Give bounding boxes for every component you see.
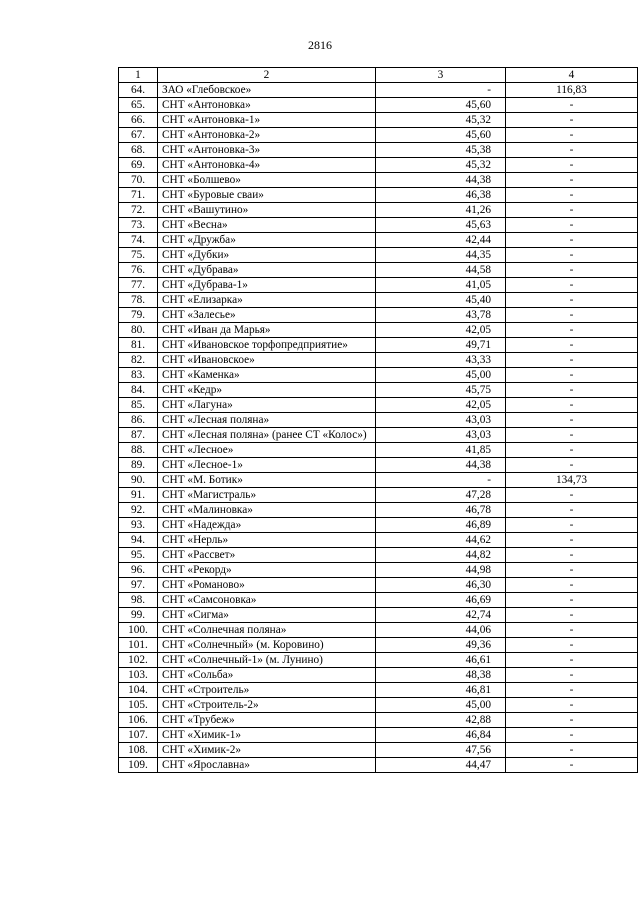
value-col-4: - (506, 143, 638, 158)
organization-name: СНТ «М. Ботик» (158, 473, 376, 488)
value-col-4: - (506, 743, 638, 758)
row-number: 96. (119, 563, 158, 578)
organization-name: СНТ «Дубрава» (158, 263, 376, 278)
row-number: 87. (119, 428, 158, 443)
table-row (119, 473, 638, 488)
value-col-4: - (506, 218, 638, 233)
data-table (118, 67, 638, 773)
organization-name: СНТ «Магистраль» (158, 488, 376, 503)
value-col-4: - (506, 368, 638, 383)
row-number: 105. (119, 698, 158, 713)
table-row (119, 593, 638, 608)
value-col-4: - (506, 668, 638, 683)
value-col-4: - (506, 593, 638, 608)
value-col-4: - (506, 188, 638, 203)
row-number: 107. (119, 728, 158, 743)
table-row (119, 188, 638, 203)
value-col-4: - (506, 203, 638, 218)
organization-name: СНТ «Вашутино» (158, 203, 376, 218)
table-row (119, 623, 638, 638)
value-col-4: - (506, 713, 638, 728)
row-number: 91. (119, 488, 158, 503)
value-col-3: 42,74 (376, 608, 506, 623)
organization-name: СНТ «Дубрава-1» (158, 278, 376, 293)
table-row (119, 158, 638, 173)
header-cell-2: 2 (158, 68, 376, 83)
value-col-3: 43,33 (376, 353, 506, 368)
table-row (119, 173, 638, 188)
table-row (119, 218, 638, 233)
organization-name: СНТ «Нерль» (158, 533, 376, 548)
organization-name: СНТ «Химик-2» (158, 743, 376, 758)
organization-name: СНТ «Малиновка» (158, 503, 376, 518)
value-col-4: - (506, 383, 638, 398)
value-col-4: 116,83 (506, 83, 638, 98)
value-col-4: - (506, 698, 638, 713)
table-row (119, 728, 638, 743)
organization-name: СНТ «Дубки» (158, 248, 376, 263)
organization-name: СНТ «Дружба» (158, 233, 376, 248)
table-row (119, 413, 638, 428)
header-cell-3: 3 (376, 68, 506, 83)
value-col-3: 45,40 (376, 293, 506, 308)
organization-name: СНТ «Солнечный» (м. Коровино) (158, 638, 376, 653)
value-col-3: 44,47 (376, 758, 506, 773)
table-row (119, 248, 638, 263)
value-col-4: - (506, 533, 638, 548)
organization-name: СНТ «Антоновка-1» (158, 113, 376, 128)
value-col-4: - (506, 323, 638, 338)
value-col-4: - (506, 263, 638, 278)
organization-name: СНТ «Буровые сваи» (158, 188, 376, 203)
table-row (119, 713, 638, 728)
table-row (119, 533, 638, 548)
table-row (119, 653, 638, 668)
table-row (119, 143, 638, 158)
value-col-3: 44,62 (376, 533, 506, 548)
row-number: 70. (119, 173, 158, 188)
value-col-3: 46,38 (376, 188, 506, 203)
row-number: 88. (119, 443, 158, 458)
organization-name: СНТ «Самсоновка» (158, 593, 376, 608)
value-col-3: 44,06 (376, 623, 506, 638)
row-number: 64. (119, 83, 158, 98)
organization-name: СНТ «Трубеж» (158, 713, 376, 728)
table-row (119, 113, 638, 128)
value-col-3: 46,61 (376, 653, 506, 668)
header-cell-1: 1 (119, 68, 158, 83)
row-number: 92. (119, 503, 158, 518)
value-col-3: 45,32 (376, 113, 506, 128)
table-header-row (119, 68, 638, 83)
organization-name: СНТ «Антоновка» (158, 98, 376, 113)
table-row (119, 548, 638, 563)
value-col-3: 45,00 (376, 698, 506, 713)
value-col-3: 44,82 (376, 548, 506, 563)
organization-name: СНТ «Строитель» (158, 683, 376, 698)
table-row (119, 428, 638, 443)
value-col-4: - (506, 398, 638, 413)
value-col-4: - (506, 338, 638, 353)
organization-name: СНТ «Лесная поляна» (ранее СТ «Колос») (158, 428, 376, 443)
value-col-3: 44,38 (376, 173, 506, 188)
value-col-4: - (506, 608, 638, 623)
value-col-3: 46,89 (376, 518, 506, 533)
value-col-3: 43,03 (376, 428, 506, 443)
row-number: 75. (119, 248, 158, 263)
organization-name: СНТ «Рассвет» (158, 548, 376, 563)
row-number: 84. (119, 383, 158, 398)
organization-name: СНТ «Весна» (158, 218, 376, 233)
value-col-4: - (506, 413, 638, 428)
organization-name: СНТ «Антоновка-3» (158, 143, 376, 158)
table-row (119, 203, 638, 218)
value-col-3: 44,58 (376, 263, 506, 278)
table-row (119, 668, 638, 683)
table-row (119, 353, 638, 368)
value-col-4: - (506, 293, 638, 308)
value-col-4: - (506, 683, 638, 698)
value-col-4: - (506, 758, 638, 773)
organization-name: СНТ «Сигма» (158, 608, 376, 623)
value-col-3: 48,38 (376, 668, 506, 683)
row-number: 73. (119, 218, 158, 233)
row-number: 76. (119, 263, 158, 278)
row-number: 69. (119, 158, 158, 173)
value-col-4: - (506, 638, 638, 653)
table-row (119, 323, 638, 338)
row-number: 89. (119, 458, 158, 473)
organization-name: СНТ «Химик-1» (158, 728, 376, 743)
value-col-4: - (506, 578, 638, 593)
organization-name: СНТ «Болшево» (158, 173, 376, 188)
value-col-3: 45,38 (376, 143, 506, 158)
value-col-4: - (506, 503, 638, 518)
value-col-3: 41,85 (376, 443, 506, 458)
value-col-4: - (506, 728, 638, 743)
organization-name: СНТ «Лесная поляна» (158, 413, 376, 428)
table-row (119, 563, 638, 578)
value-col-3: 42,05 (376, 323, 506, 338)
header-cell-4: 4 (506, 68, 638, 83)
value-col-3: 44,38 (376, 458, 506, 473)
table-row (119, 308, 638, 323)
value-col-4: - (506, 113, 638, 128)
table-row (119, 638, 638, 653)
row-number: 108. (119, 743, 158, 758)
value-col-4: - (506, 278, 638, 293)
organization-name: СНТ «Ярославна» (158, 758, 376, 773)
row-number: 65. (119, 98, 158, 113)
row-number: 86. (119, 413, 158, 428)
value-col-4: - (506, 443, 638, 458)
row-number: 68. (119, 143, 158, 158)
table-row (119, 608, 638, 623)
table-row (119, 383, 638, 398)
table-row (119, 128, 638, 143)
row-number: 93. (119, 518, 158, 533)
value-col-3: 43,78 (376, 308, 506, 323)
value-col-4: - (506, 563, 638, 578)
value-col-4: - (506, 128, 638, 143)
organization-name: СНТ «Сольба» (158, 668, 376, 683)
row-number: 90. (119, 473, 158, 488)
row-number: 109. (119, 758, 158, 773)
row-number: 103. (119, 668, 158, 683)
value-col-3: 44,98 (376, 563, 506, 578)
row-number: 77. (119, 278, 158, 293)
value-col-3: 43,03 (376, 413, 506, 428)
row-number: 72. (119, 203, 158, 218)
value-col-3: 45,63 (376, 218, 506, 233)
table-row (119, 233, 638, 248)
value-col-3: 46,69 (376, 593, 506, 608)
value-col-3: 42,05 (376, 398, 506, 413)
value-col-3: 45,75 (376, 383, 506, 398)
row-number: 97. (119, 578, 158, 593)
organization-name: СНТ «Солнечный-1» (м. Лунино) (158, 653, 376, 668)
value-col-4: - (506, 518, 638, 533)
row-number: 82. (119, 353, 158, 368)
organization-name: СНТ «Надежда» (158, 518, 376, 533)
value-col-3: 46,78 (376, 503, 506, 518)
row-number: 74. (119, 233, 158, 248)
row-number: 106. (119, 713, 158, 728)
organization-name: СНТ «Антоновка-2» (158, 128, 376, 143)
value-col-3: 41,05 (376, 278, 506, 293)
organization-name: СНТ «Каменка» (158, 368, 376, 383)
table-row (119, 398, 638, 413)
value-col-4: - (506, 173, 638, 188)
table-row (119, 488, 638, 503)
row-number: 67. (119, 128, 158, 143)
value-col-4: - (506, 458, 638, 473)
organization-name: ЗАО «Глебовское» (158, 83, 376, 98)
organization-name: СНТ «Елизарка» (158, 293, 376, 308)
value-col-3: 44,35 (376, 248, 506, 263)
row-number: 95. (119, 548, 158, 563)
value-col-3: 45,60 (376, 98, 506, 113)
value-col-3: 46,81 (376, 683, 506, 698)
organization-name: СНТ «Ивановское торфопредприятие» (158, 338, 376, 353)
row-number: 81. (119, 338, 158, 353)
value-col-4: - (506, 653, 638, 668)
organization-name: СНТ «Лагуна» (158, 398, 376, 413)
organization-name: СНТ «Лесное» (158, 443, 376, 458)
organization-name: СНТ «Ивановское» (158, 353, 376, 368)
page-number: 2816 (308, 38, 332, 52)
value-col-3: 49,71 (376, 338, 506, 353)
value-col-3: 41,26 (376, 203, 506, 218)
table-row (119, 443, 638, 458)
organization-name: СНТ «Рекорд» (158, 563, 376, 578)
table-row (119, 743, 638, 758)
row-number: 99. (119, 608, 158, 623)
value-col-3: 45,00 (376, 368, 506, 383)
row-number: 66. (119, 113, 158, 128)
value-col-4: - (506, 98, 638, 113)
value-col-4: - (506, 248, 638, 263)
row-number: 78. (119, 293, 158, 308)
table-row (119, 263, 638, 278)
organization-name: СНТ «Лесное-1» (158, 458, 376, 473)
row-number: 100. (119, 623, 158, 638)
organization-name: СНТ «Солнечная поляна» (158, 623, 376, 638)
table-row (119, 503, 638, 518)
table-row (119, 758, 638, 773)
organization-name: СНТ «Кедр» (158, 383, 376, 398)
value-col-4: 134,73 (506, 473, 638, 488)
row-number: 102. (119, 653, 158, 668)
value-col-3: 42,88 (376, 713, 506, 728)
value-col-3: - (376, 83, 506, 98)
value-col-4: - (506, 308, 638, 323)
organization-name: СНТ «Залесье» (158, 308, 376, 323)
table-row (119, 698, 638, 713)
value-col-3: 46,84 (376, 728, 506, 743)
value-col-3: - (376, 473, 506, 488)
value-col-4: - (506, 158, 638, 173)
table-row (119, 293, 638, 308)
row-number: 104. (119, 683, 158, 698)
table-row (119, 518, 638, 533)
value-col-4: - (506, 488, 638, 503)
row-number: 85. (119, 398, 158, 413)
organization-name: СНТ «Романово» (158, 578, 376, 593)
value-col-4: - (506, 548, 638, 563)
value-col-4: - (506, 233, 638, 248)
value-col-3: 45,32 (376, 158, 506, 173)
row-number: 94. (119, 533, 158, 548)
table-row (119, 683, 638, 698)
value-col-3: 47,28 (376, 488, 506, 503)
value-col-4: - (506, 428, 638, 443)
table-row (119, 368, 638, 383)
organization-name: СНТ «Строитель-2» (158, 698, 376, 713)
value-col-4: - (506, 623, 638, 638)
table-row (119, 458, 638, 473)
organization-name: СНТ «Антоновка-4» (158, 158, 376, 173)
organization-name: СНТ «Иван да Марья» (158, 323, 376, 338)
row-number: 71. (119, 188, 158, 203)
value-col-3: 45,60 (376, 128, 506, 143)
row-number: 80. (119, 323, 158, 338)
row-number: 79. (119, 308, 158, 323)
table-row (119, 278, 638, 293)
value-col-3: 42,44 (376, 233, 506, 248)
row-number: 101. (119, 638, 158, 653)
row-number: 98. (119, 593, 158, 608)
value-col-3: 46,30 (376, 578, 506, 593)
table-row (119, 338, 638, 353)
table-row (119, 578, 638, 593)
row-number: 83. (119, 368, 158, 383)
value-col-3: 47,56 (376, 743, 506, 758)
value-col-3: 49,36 (376, 638, 506, 653)
table-row (119, 98, 638, 113)
value-col-4: - (506, 353, 638, 368)
table-row (119, 83, 638, 98)
